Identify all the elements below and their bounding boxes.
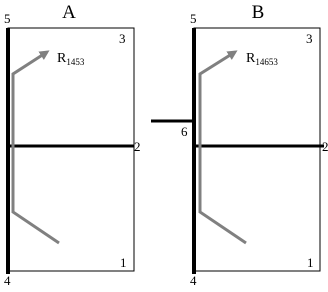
panel-b-vertex-4: 4: [190, 273, 197, 287]
panel-b-vertex-6: 6: [181, 124, 188, 139]
panel-a-vertex-2: 2: [134, 139, 141, 154]
panel-b: [151, 2, 328, 287]
panel-b-vertex-2: 2: [322, 139, 328, 154]
panel-a-vertex-1: 1: [120, 255, 127, 270]
panel-b-title: B: [251, 2, 265, 23]
panel-b-vertex-3: 3: [306, 31, 313, 46]
panel-b-vertex-5: 5: [190, 11, 197, 26]
panel-a-vertex-3: 3: [119, 31, 126, 46]
panel-a-vertex-4: 4: [4, 273, 11, 287]
panel-a: [4, 2, 141, 287]
panel-b-vertex-1: 1: [307, 255, 314, 270]
panel-a-route-label: $R_{1453}$: [57, 51, 85, 67]
panel-a-title: A: [62, 2, 76, 23]
panel-b-route-label: $R_{14653}$: [246, 51, 278, 67]
panel-a-vertex-5: 5: [4, 11, 11, 26]
